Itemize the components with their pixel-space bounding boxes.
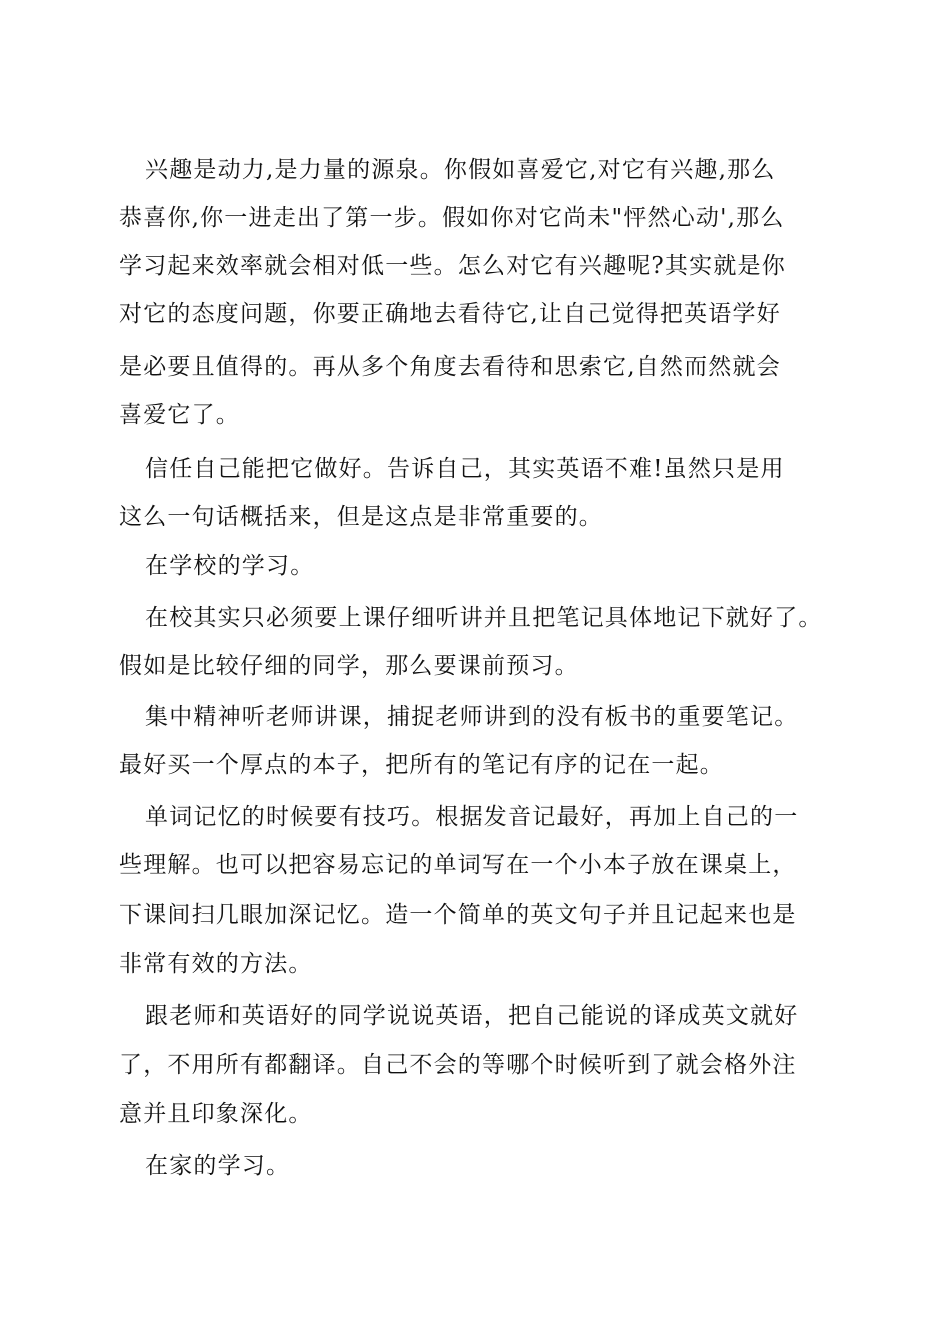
paragraph-vocab-line-2: 些理解。也可以把容易忘记的单词写在一个小本子放在课桌上， [119, 852, 797, 878]
section-heading-home: 在家的学习。 [145, 1153, 291, 1179]
paragraph-class-line-2: 假如是比较仔细的同学，那么要课前预习。 [119, 653, 579, 679]
paragraph-class-line-1: 在校其实只必须要上课仔细听讲并且把笔记具体地记下就好了。 [145, 605, 823, 631]
paragraph-vocab-line-4: 非常有效的方法。 [119, 951, 313, 977]
paragraph-speaking-line-2: 了，不用所有都翻译。自己不会的等哪个时候听到了就会格外注 [119, 1052, 797, 1078]
paragraph-interest-line-2: 恭喜你,你一进走出了第一步。假如你对它尚未"怦然心动',那么 [119, 205, 785, 231]
paragraph-vocab-line-1: 单词记忆的时候要有技巧。根据发音记最好，再加上自己的一 [145, 804, 799, 830]
paragraph-speaking-line-1: 跟老师和英语好的同学说说英语，把自己能说的译成英文就好 [145, 1003, 799, 1029]
paragraph-vocab-line-3: 下课间扫几眼加深记忆。造一个简单的英文句子并且记起来也是 [119, 902, 797, 928]
paragraph-notes-line-2: 最好买一个厚点的本子，把所有的笔记有序的记在一起。 [119, 752, 724, 778]
paragraph-trust-line-2: 这么一句话概括来，但是这点是非常重要的。 [119, 504, 603, 530]
paragraph-interest-line-3: 学习起来效率就会相对低一些。怎么对它有兴趣呢?其实就是你 [119, 253, 786, 279]
paragraph-interest-line-5: 是必要且值得的。再从多个角度去看待和思索它,自然而然就会 [119, 354, 781, 380]
paragraph-interest-line-1: 兴趣是动力,是力量的源泉。你假如喜爱它,对它有兴趣,那么 [145, 157, 776, 183]
paragraph-speaking-line-3: 意并且印象深化。 [119, 1101, 313, 1127]
paragraph-interest-line-6: 喜爱它了。 [119, 402, 240, 428]
paragraph-interest-line-4: 对它的态度问题，你要正确地去看待它,让自己觉得把英语学好 [119, 301, 781, 327]
paragraph-trust-line-1: 信任自己能把它做好。告诉自己，其实英语不难!虽然只是用 [145, 456, 785, 482]
paragraph-notes-line-1: 集中精神听老师讲课，捕捉老师讲到的没有板书的重要笔记。 [145, 704, 799, 730]
section-heading-school: 在学校的学习。 [145, 553, 315, 579]
